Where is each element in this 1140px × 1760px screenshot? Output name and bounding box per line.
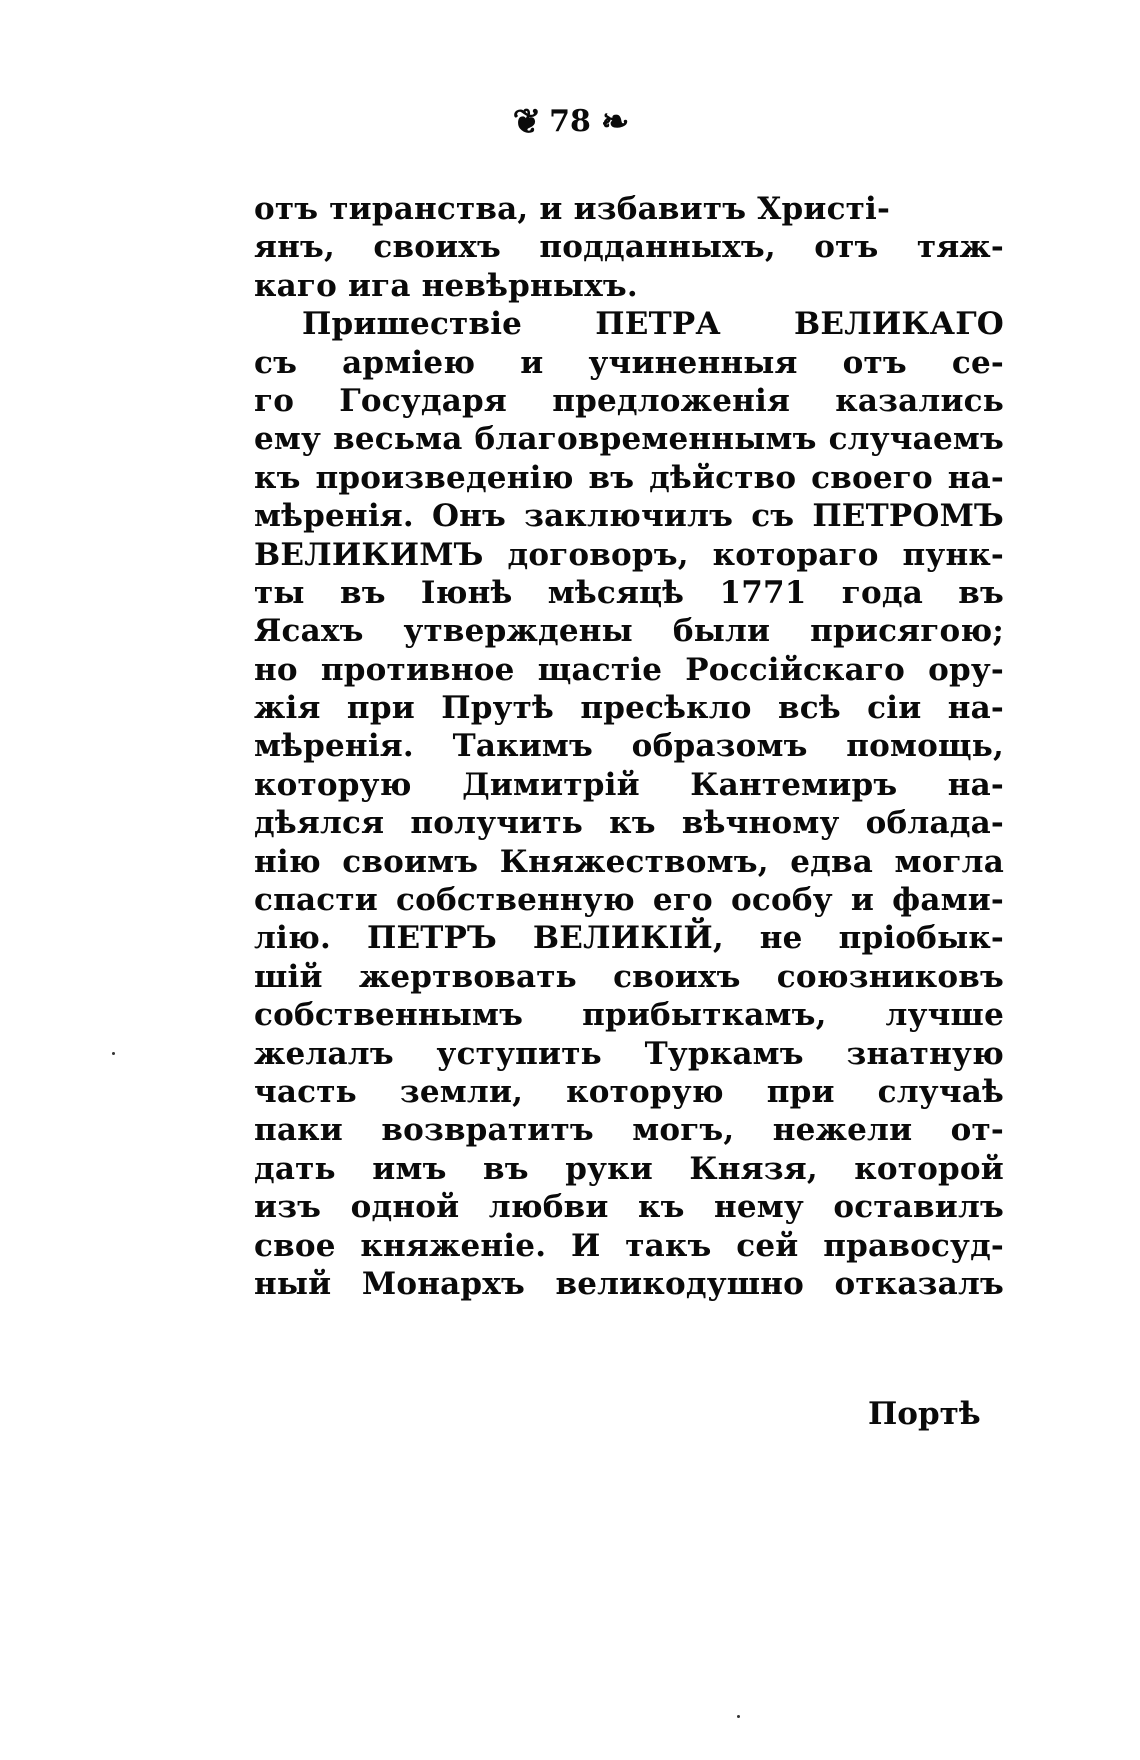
page-header bbox=[0, 98, 1140, 146]
text-line: которую Димитрiй Кантемиръ на- bbox=[254, 766, 1004, 803]
text-line: каго ига невѣрныхъ. bbox=[254, 267, 638, 304]
text-line: собственнымъ прибыткамъ, лучше bbox=[254, 997, 1004, 1034]
text-line: свое княженiе. И такъ сей правосуд- bbox=[254, 1227, 1004, 1264]
text-line: къ произведенiю въ дѣйство своего на- bbox=[254, 459, 1004, 496]
text-line: съ арміею и учиненныя отъ се- bbox=[254, 344, 1004, 381]
text-line: Пришествiе ПЕТРА ВЕЛИКАГО bbox=[302, 306, 1004, 343]
text-line: лiю. ПЕТРЪ ВЕЛИКIЙ, не прiобык- bbox=[254, 920, 1004, 957]
ink-speck bbox=[112, 1052, 115, 1055]
text-line: нiю своимъ Княжествомъ, едва могла bbox=[254, 843, 1004, 880]
text-line: го Государя предложенiя казались bbox=[254, 382, 1004, 419]
text-line: ный Монархъ великодушно отказалъ bbox=[254, 1265, 1004, 1302]
text-line: ВЕЛИКИМЪ договоръ, котораго пунк- bbox=[254, 536, 1004, 573]
text-line: дать имъ въ руки Князя, которой bbox=[254, 1150, 1004, 1187]
text-line: спасти собственную его особу и фами- bbox=[254, 882, 1004, 919]
text-line: но противное щастiе Россiйскаго ору- bbox=[254, 651, 1004, 688]
fleuron-icon: ❦ bbox=[512, 102, 540, 142]
fleuron-icon: ❧ bbox=[600, 102, 628, 142]
body-text bbox=[254, 190, 1004, 1303]
catchword: Портѣ bbox=[868, 1396, 981, 1432]
text-line: шiй жертвовать своихъ союзниковъ bbox=[254, 958, 1004, 995]
text-line: изъ одной любви къ нему оставилъ bbox=[254, 1189, 1004, 1226]
text-line: жiя при Прутѣ пресѣкло всѣ сiи на- bbox=[254, 690, 1004, 727]
text-line: янъ, своихъ подданныхъ, отъ тяж- bbox=[254, 229, 1004, 266]
ink-speck bbox=[737, 1715, 740, 1718]
text-line: Ясахъ утверждены были присягою; bbox=[254, 613, 1004, 650]
text-line: паки возвратитъ могъ, нежели от- bbox=[254, 1112, 1004, 1149]
text-line: желалъ уступить Туркамъ знатную bbox=[254, 1035, 1004, 1072]
text-line: ты въ Iюнѣ мѣсяцѣ 1771 года въ bbox=[254, 574, 1004, 611]
text-line: мѣренiя. Такимъ образомъ помощь, bbox=[254, 728, 1004, 765]
text-line: дѣялся получить къ вѣчному облада- bbox=[254, 805, 1004, 842]
text-line: часть земли, которую при случаѣ bbox=[254, 1073, 1004, 1110]
text-line: отъ тиранства, и избавитъ Христi- bbox=[254, 191, 891, 227]
page-number: 78 bbox=[549, 104, 591, 139]
text-line: ему весьма благовременнымъ случаемъ bbox=[254, 421, 1004, 458]
text-line: мѣренiя. Онъ заключилъ съ ПЕТРОМЪ bbox=[254, 498, 1004, 535]
